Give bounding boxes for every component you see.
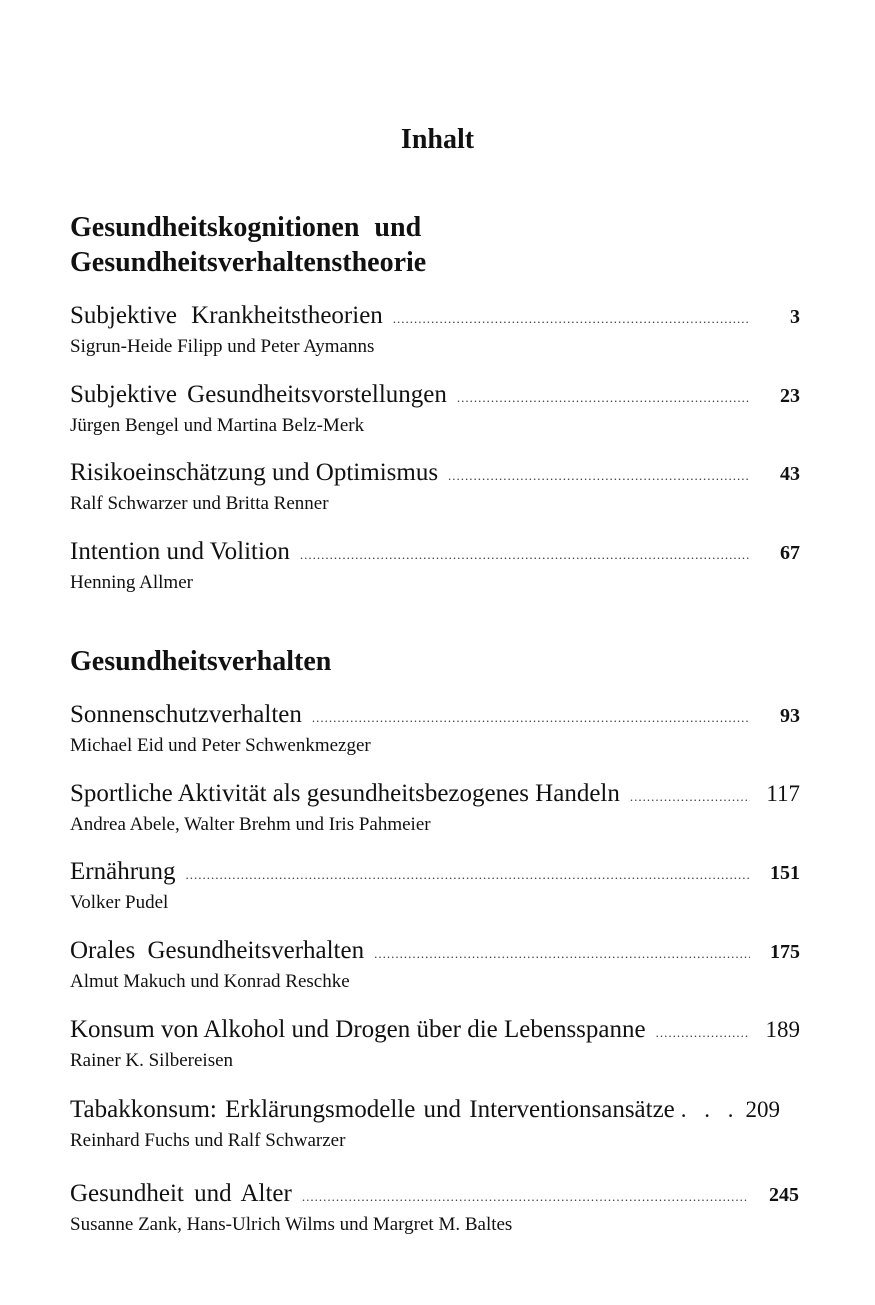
dot-leader xyxy=(393,311,750,327)
entry-page-number: 175 xyxy=(770,941,800,963)
entry-page-number: 67 xyxy=(780,542,800,564)
entry-page-number: 93 xyxy=(780,705,800,727)
entry-authors: Ralf Schwarzer und Britta Renner xyxy=(70,493,329,514)
section-heading-2: Gesundheitsverhalten xyxy=(70,646,332,677)
entry-page-number: 151 xyxy=(770,862,800,884)
entry-authors: Rainer K. Silbereisen xyxy=(70,1050,234,1071)
entry-title: Risikoeinschätzung und Optimismus xyxy=(70,459,439,486)
entry-title: Orales Gesundheitsverhalten xyxy=(70,937,365,964)
entry-page-number: 3 xyxy=(790,306,800,328)
dot-leader xyxy=(630,789,750,805)
toc-entry[interactable] xyxy=(70,302,805,358)
entry-title: Konsum von Alkohol und Drogen über die Lebensspanne xyxy=(70,1016,646,1043)
toc-entry[interactable] xyxy=(70,701,805,757)
entry-page-number: 117 xyxy=(766,781,800,806)
entry-page-number: 209 xyxy=(745,1097,781,1122)
entry-authors: Sigrun-Heide Filipp und Peter Aymanns xyxy=(70,336,375,357)
entry-authors: Volker Pudel xyxy=(70,892,169,913)
dot-leader xyxy=(448,468,750,484)
entry-authors: Henning Allmer xyxy=(70,572,193,593)
entry-title: Sportliche Aktivität als gesundheitsbezogenes Handeln xyxy=(70,780,620,807)
entry-page-number: 245 xyxy=(769,1184,799,1206)
dot-leader xyxy=(186,867,750,883)
toc-entry[interactable] xyxy=(70,937,805,993)
entry-authors: Reinhard Fuchs und Ralf Schwarzer xyxy=(70,1130,346,1151)
toc-entry[interactable] xyxy=(70,1180,805,1236)
toc-entry[interactable] xyxy=(70,1096,805,1152)
toc-entry[interactable] xyxy=(70,780,805,836)
entry-title: Subjektive Krankheitstheorien xyxy=(70,302,383,329)
section-heading-line-2: Gesundheitsverhaltenstheorie xyxy=(70,247,427,278)
section-heading-line-1: Gesundheitskognitionen und xyxy=(70,212,422,243)
entry-title: Sonnenschutzverhalten xyxy=(70,701,302,728)
entry-authors: Jürgen Bengel und Martina Belz-Merk xyxy=(70,415,365,436)
dot-leader xyxy=(302,1189,749,1205)
entry-page-number: 189 xyxy=(765,1017,800,1042)
dot-leader xyxy=(656,1025,750,1041)
dot-leader: . . . xyxy=(680,1097,740,1122)
entry-title: Ernährung xyxy=(70,858,176,885)
entry-authors: Michael Eid und Peter Schwenkmezger xyxy=(70,735,371,756)
toc-entry[interactable] xyxy=(70,858,805,914)
dot-leader xyxy=(374,946,750,962)
entry-title: Tabakkonsum: Erklärungsmodelle und Interventionsansätze xyxy=(70,1096,675,1123)
entry-authors: Susanne Zank, Hans-Ulrich Wilms und Margret M. Baltes xyxy=(70,1214,513,1235)
toc-entry[interactable] xyxy=(70,538,805,594)
dot-leader xyxy=(300,547,750,563)
entry-title: Gesundheit und Alter xyxy=(70,1180,292,1207)
toc-entry[interactable] xyxy=(70,459,805,515)
entry-page-number: 23 xyxy=(780,385,800,407)
entry-title: Subjektive Gesundheitsvorstellungen xyxy=(70,381,447,408)
toc-entry[interactable] xyxy=(70,381,805,437)
entry-authors: Almut Makuch und Konrad Reschke xyxy=(70,971,350,992)
entry-authors: Andrea Abele, Walter Brehm und Iris Pahmeier xyxy=(70,814,431,835)
dot-leader xyxy=(312,710,750,726)
section-heading-1 xyxy=(70,210,426,280)
entry-page-number: 43 xyxy=(780,463,800,485)
entry-title: Intention und Volition xyxy=(70,538,290,565)
dot-leader xyxy=(457,390,750,406)
toc-entry[interactable] xyxy=(70,1016,805,1072)
page-title: Inhalt xyxy=(400,124,475,155)
